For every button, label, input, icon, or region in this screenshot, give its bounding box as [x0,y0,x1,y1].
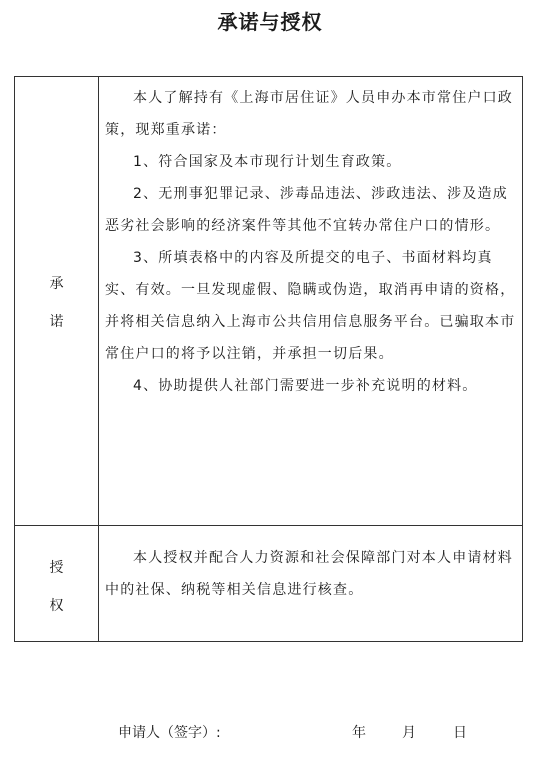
day-label: 日 [453,725,467,741]
pledge-content [105,82,519,402]
applicant-signature-label: 申请人（签字）: [118,725,221,741]
pledge-label-char-2: 诺 [49,314,64,330]
authorization-paragraph: 本人授权并配合人力资源和社会保障部门对本人申请材料中的社保、纳税等相关信息进行核查。 [105,550,513,598]
authorization-label-cell [15,526,99,641]
month-label: 月 [402,725,416,741]
pledge-paragraph-2: 2、无刑事犯罪记录、涉毒品违法、涉政违法、涉及造成恶劣社会影响的经济案件等其他不宜转办常住户口的情形。 [105,186,508,234]
pledge-paragraph-3: 3、所填表格中的内容及所提交的电子、书面材料均真实、有效。一旦发现虚假、隐瞒或伪造，取消再申请的资格，并将相关信息纳入上海市公共信用信息服务平台。已骗取本市常住户口的将予以注销，并承担一切后果。 [105,250,516,362]
year-label: 年 [352,725,366,741]
pledge-paragraph-intro: 本人了解持有《上海市居住证》人员申办本市常住户口政策，现郑重承诺： [105,90,513,138]
authorization-content [105,542,519,606]
pledge-label-cell [15,77,99,525]
page-title: 承诺与授权 [217,10,323,34]
authorization-label-char-2: 权 [49,598,64,614]
authorization-label-char-1: 授 [49,560,64,576]
signature-line [0,722,540,752]
pledge-row [15,77,522,526]
pledge-paragraph-1: 1、符合国家及本市现行计划生育政策。 [133,154,402,170]
commitment-table [14,76,523,642]
pledge-paragraph-4: 4、协助提供人社部门需要进一步补充说明的材料。 [133,378,478,394]
pledge-label-char-1: 承 [49,276,64,292]
authorization-row [15,526,522,641]
